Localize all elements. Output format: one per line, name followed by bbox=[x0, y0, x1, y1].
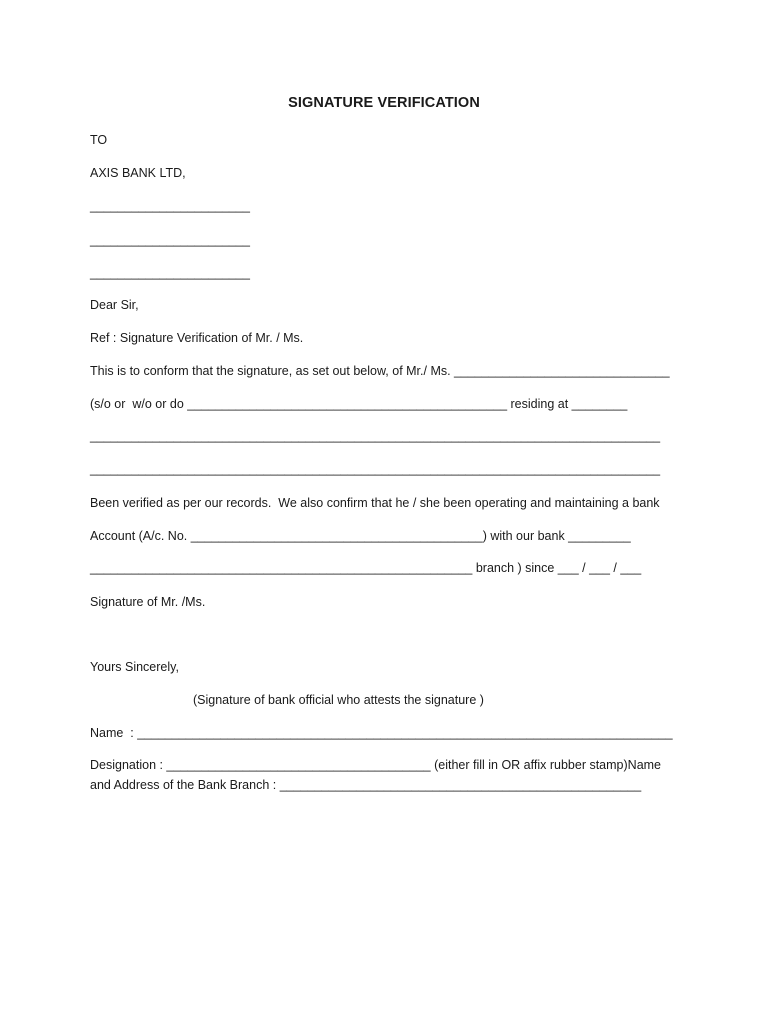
closing: Yours Sincerely, bbox=[90, 660, 179, 674]
verified-line: Been verified as per our records. We also confirm that he / she been operating and maintaining a bank bbox=[90, 496, 660, 510]
relation-line: (s/o or w/o or do ______________________________________________ residing at ________ bbox=[90, 397, 628, 411]
address-blank-2: _______________________ bbox=[90, 233, 250, 247]
conform-line: This is to conform that the signature, as set out below, of Mr./ Ms. _______________________________ bbox=[90, 364, 670, 378]
official-signature-label: (Signature of bank official who attests the signature ) bbox=[193, 693, 484, 707]
designation-line: Designation : ______________________________________ (either fill in OR affix rubber stamp)Name bbox=[90, 758, 662, 772]
document-title: SIGNATURE VERIFICATION bbox=[288, 95, 480, 111]
address-blank-1: _______________________ bbox=[90, 199, 250, 213]
name-line: Name : _____________________________________________________________________________ bbox=[90, 726, 673, 740]
reference-line: Ref : Signature Verification of Mr. / Ms. bbox=[90, 331, 304, 345]
salutation: Dear Sir, bbox=[90, 298, 139, 312]
bank-name: AXIS BANK LTD, bbox=[90, 166, 186, 180]
residence-address-line-1: __________________________________________________________________________________ bbox=[90, 429, 661, 443]
signature-of-label: Signature of Mr. /Ms. bbox=[90, 595, 206, 609]
address-blank-3: _______________________ bbox=[90, 266, 250, 280]
account-line: Account (A/c. No. __________________________________________) with our bank _________ bbox=[90, 529, 631, 543]
branch-address-line: and Address of the Bank Branch : ____________________________________________________ bbox=[90, 778, 642, 792]
residence-address-line-2: __________________________________________________________________________________ bbox=[90, 462, 661, 476]
to-label: TO bbox=[90, 133, 108, 147]
branch-line: _______________________________________________________ branch ) since ___ / ___ / ___ bbox=[90, 561, 642, 575]
